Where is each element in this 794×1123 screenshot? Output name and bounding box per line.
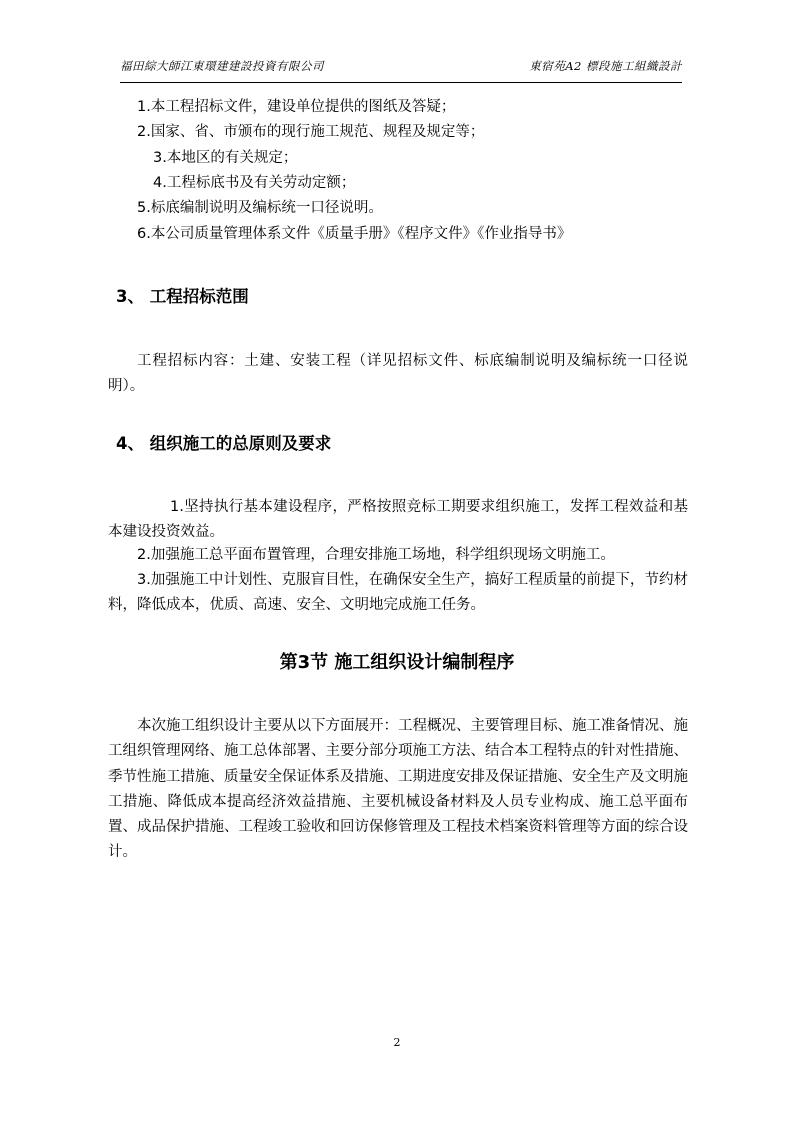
header-company: 福田綜大師江東環建建設投資有限公司 xyxy=(120,59,324,73)
page-number: 2 xyxy=(393,1036,401,1049)
section4-item: 2.加强施工总平面布置管理，合理安排施工场地，科学组织现场文明施工。 xyxy=(137,547,615,563)
basis-item: 2.国家、省、市颁布的现行施工规范、规程及规定等； xyxy=(137,124,485,140)
section4-item: 1.坚持执行基本建设程序，严格按照竞标工期要求组织施工，发挥工程效益和基本建设投资效益。 xyxy=(108,499,688,541)
page-header xyxy=(120,58,682,83)
header-project-title: 東宿苑A2 標段施工組織設計 xyxy=(529,59,682,73)
basis-item: 5.标底编制说明及编标统一口径说明。 xyxy=(137,200,383,216)
basis-item: 6.本公司质量管理体系文件《质量手册》《程序文件》《作业指导书》 xyxy=(137,226,572,242)
section4-heading: 4、 组织施工的总原则及要求 xyxy=(116,434,332,453)
basis-item: 1.本工程招标文件，建设单位提供的图纸及答疑； xyxy=(137,99,456,115)
program-text: 本次施工组织设计主要从以下方面展开：工程概况、主要管理目标、施工准备情况、施工组织管理网络、施工总体部署、主要分部分项施工方法、结合本工程特点的针对性措施、季节性施工措施、质量安全保证体系及措施、工期进度安排及保证措施、安全生产及文明施工措施、降低成本提高经济效益措施、主要机械设备材料及人员专业构成、施工总平面布置、成品保护措施、工程竣工验收和回访保修管理及工程技术档案资料管理等方面的综合设计。 xyxy=(108,718,688,861)
section3-heading: 3、 工程招标范围 xyxy=(116,287,249,306)
section4-item: 3.加强施工中计划性、克服盲目性，在确保安全生产，搞好工程质量的前提下，节约材料，降低成本，优质、高速、安全、文明地完成施工任务。 xyxy=(108,572,688,614)
basis-item: 3.本地区的有关规定； xyxy=(153,150,298,166)
section3-text: 工程招标内容：土建、安装工程（详见招标文件、标底编制说明及编标统一口径说明）。 xyxy=(108,353,688,395)
section-title: 第3节 施工组织设计编制程序 xyxy=(279,652,515,673)
basis-item: 4.工程标底书及有关劳动定额； xyxy=(153,175,356,191)
